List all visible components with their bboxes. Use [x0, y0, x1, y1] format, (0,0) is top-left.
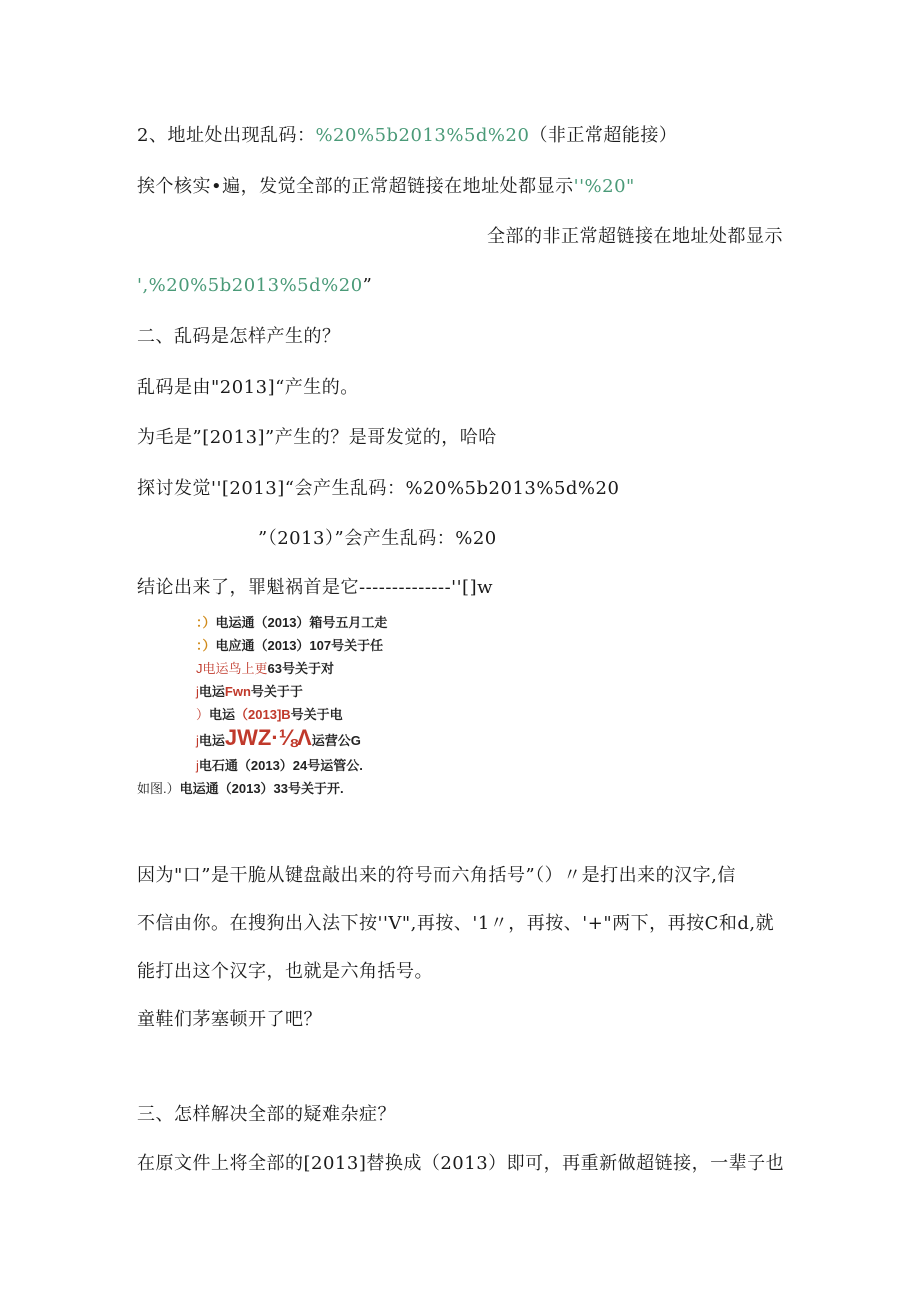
heading-code: %20%5b2013%5d%20	[315, 125, 530, 146]
line1-text: 挨个核实•遍，发觉全部的正常超链接在地址处都显示	[137, 176, 574, 197]
heading-suffix: （非正常超能接）	[529, 125, 678, 146]
section2-heading	[137, 124, 677, 148]
section2-line1	[137, 175, 635, 199]
part2-heading: 二、乱码是怎样产生的？	[137, 326, 341, 347]
figure-row-5: ）电运（2013]B号关于电	[196, 707, 343, 722]
part2-p4: ”（2013）”会产生乱码：%20	[258, 528, 497, 549]
figure-row-2: ：）电应通（2013）107号关于任	[196, 638, 384, 653]
line3-code: ',%20%5b2013%5d%20	[137, 275, 363, 296]
part3-heading: 三、怎样解决全部的疑难杂症？	[137, 1104, 396, 1125]
figure-row-6: j电运JWZ·⅛Λ运营公G	[196, 725, 361, 750]
figure-row-3: J电运鸟上更63号关于对	[196, 661, 334, 676]
explain-p2: 不信由你。在搜狗出入法下按''V",再按、'1〃，再按、'+"两下，再按C和d,就	[137, 913, 775, 934]
figure-row-4: j电运Fwn号关于于	[196, 684, 303, 699]
explain-p3: 能打出这个汉字，也就是六角括号。	[137, 961, 433, 982]
heading-prefix: 2、地址处出现乱码：	[137, 125, 316, 146]
part2-p1: 乱码是由"2013]“产生的。	[137, 377, 359, 398]
figure-row-1: ：）电运通（2013）箱号五月工走	[196, 615, 388, 630]
part3-p1: 在原文件上将全部的[2013]替换成（2013）即可，再重新做超链接，一辈子也	[137, 1153, 785, 1174]
section2-line2: 全部的非正常超链接在地址处都显示	[487, 226, 783, 247]
explain-p1: 因为"口”是干脆从键盘敲出来的符号而六角括号”（）〃是打出来的汉字,信	[137, 865, 736, 886]
line3-tail: ”	[362, 275, 373, 296]
part2-p5: 结论出来了，罪魁祸首是它--------------''[]w	[137, 577, 493, 598]
explain-p4: 童鞋们茅塞顿开了吧？	[137, 1009, 322, 1030]
part2-p2: 为毛是”[2013]”产生的？是哥发觉的，哈哈	[137, 427, 497, 448]
figure-row-7: j电石通（2013）24号运管公.	[196, 758, 363, 773]
line1-code: ''%20"	[573, 176, 635, 197]
part2-p3: 探讨发觉''[2013]“会产生乱码：%20%5b2013%5d%20	[137, 478, 620, 499]
section2-line3	[137, 274, 372, 298]
figure-caption: 如图.）电运通（2013）33号关于开.	[137, 781, 344, 796]
